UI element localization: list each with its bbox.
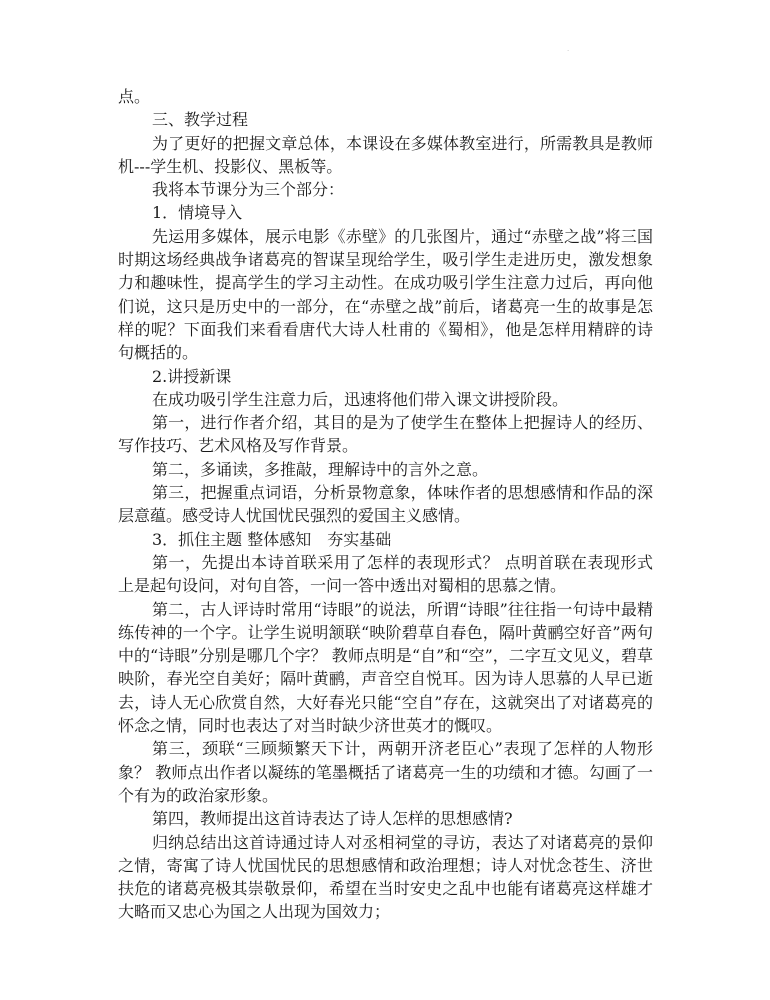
paragraph: 第一，进行作者介绍，其目的是为了使学生在整体上把握诗人的经历、写作技巧、艺术风格及写作背景。 — [118, 413, 653, 456]
paragraph: 第一，先提出本诗首联采用了怎样的表现形式？ 点明首联在表现形式上是起句设问，对句自答，一问一答中透出对蜀相的思慕之情。 — [118, 552, 653, 596]
paragraph: 第三，颈联“三顾频繁天下计，两朝开济老臣心”表现了怎样的人物形象？ 教师点出作者以凝练的笔墨概括了诸葛亮一生的功绩和才德。勾画了一个有为的政治家形象。 — [118, 739, 653, 805]
corner-mark: · — [567, 47, 570, 55]
paragraph: 归纳总结出这首诗通过诗人对丞相祠堂的寻访，表达了对诸葛亮的景仰之情，寄寓了诗人忧国忧民的思想感情和政治理想；诗人对忧念苍生、济世扶危的诸葛亮极其崇敬景仰，希望在当时安史之乱中也能有诸葛亮这样雄才大略而又忠心为国之人出现为国效力； — [118, 832, 653, 922]
paragraph: 在成功吸引学生注意力后，迅速将他们带入课文讲授阶段。 — [152, 389, 569, 409]
paragraph: 第四，教师提出这首诗表达了诗人怎样的思想感情? — [152, 809, 513, 829]
document-body — [118, 85, 653, 924]
paragraph: 先运用多媒体，展示电影《赤壁》的几张图片，通过“赤壁之战”将三国时期这场经典战争诸葛亮的智谋呈现给学生，吸引学生走进历史，激发想象力和趣味性，提高学生的学习主动性。在成功吸引学生注意力过后，再向他们说，这只是历史中的一部分，在“赤壁之战”前后，诸葛亮一生的故事是怎样的呢？下面我们来看看唐代大诗人杜甫的《蜀相》，他是怎样用精辟的诗句概括的。 — [118, 226, 653, 363]
paragraph-continuation: 点。 — [118, 87, 151, 106]
subheading: 2.讲授新课 — [152, 366, 232, 386]
subheading: 1．情境导入 — [152, 203, 243, 223]
paragraph: 第三，把握重点词语，分析景物意象，体味作者的思想感情和作品的深层意蕴。感受诗人忧国忧民强烈的爱国主义感情。 — [118, 483, 653, 526]
subheading: 3．抓住主题 整体感知 夯实基础 — [152, 529, 392, 549]
paragraph: 第二，古人评诗时常用“诗眼”的说法，所谓“诗眼”往往指一句诗中最精练传神的一个字。让学生说明颔联“映阶碧草自春色，隔叶黄鹂空好音”两句中的“诗眼”分别是哪几个字？ 教师点明是“自”和“空”，二字互文见义，碧草映阶，春光空自美好；隔叶黄鹂，声音空自悦耳。因为诗人思慕的人早已逝去，诗人无心欣赏自然，大好春光只能“空自”存在，这就突出了对诸葛亮的怀念之情，同时也表达了对当时缺少济世英才的慨叹。 — [118, 599, 653, 736]
paragraph: 第二，多诵读，多推敲，理解诗中的言外之意。 — [152, 459, 489, 479]
section-heading-teaching-process: 三、教学过程 — [152, 110, 249, 130]
paragraph: 为了更好的把握文章总体，本课设在多媒体教室进行，所需教具是教师机---学生机、投影仪、黑板等。 — [118, 133, 653, 176]
paragraph: 我将本节课分为三个部分： — [152, 180, 345, 200]
